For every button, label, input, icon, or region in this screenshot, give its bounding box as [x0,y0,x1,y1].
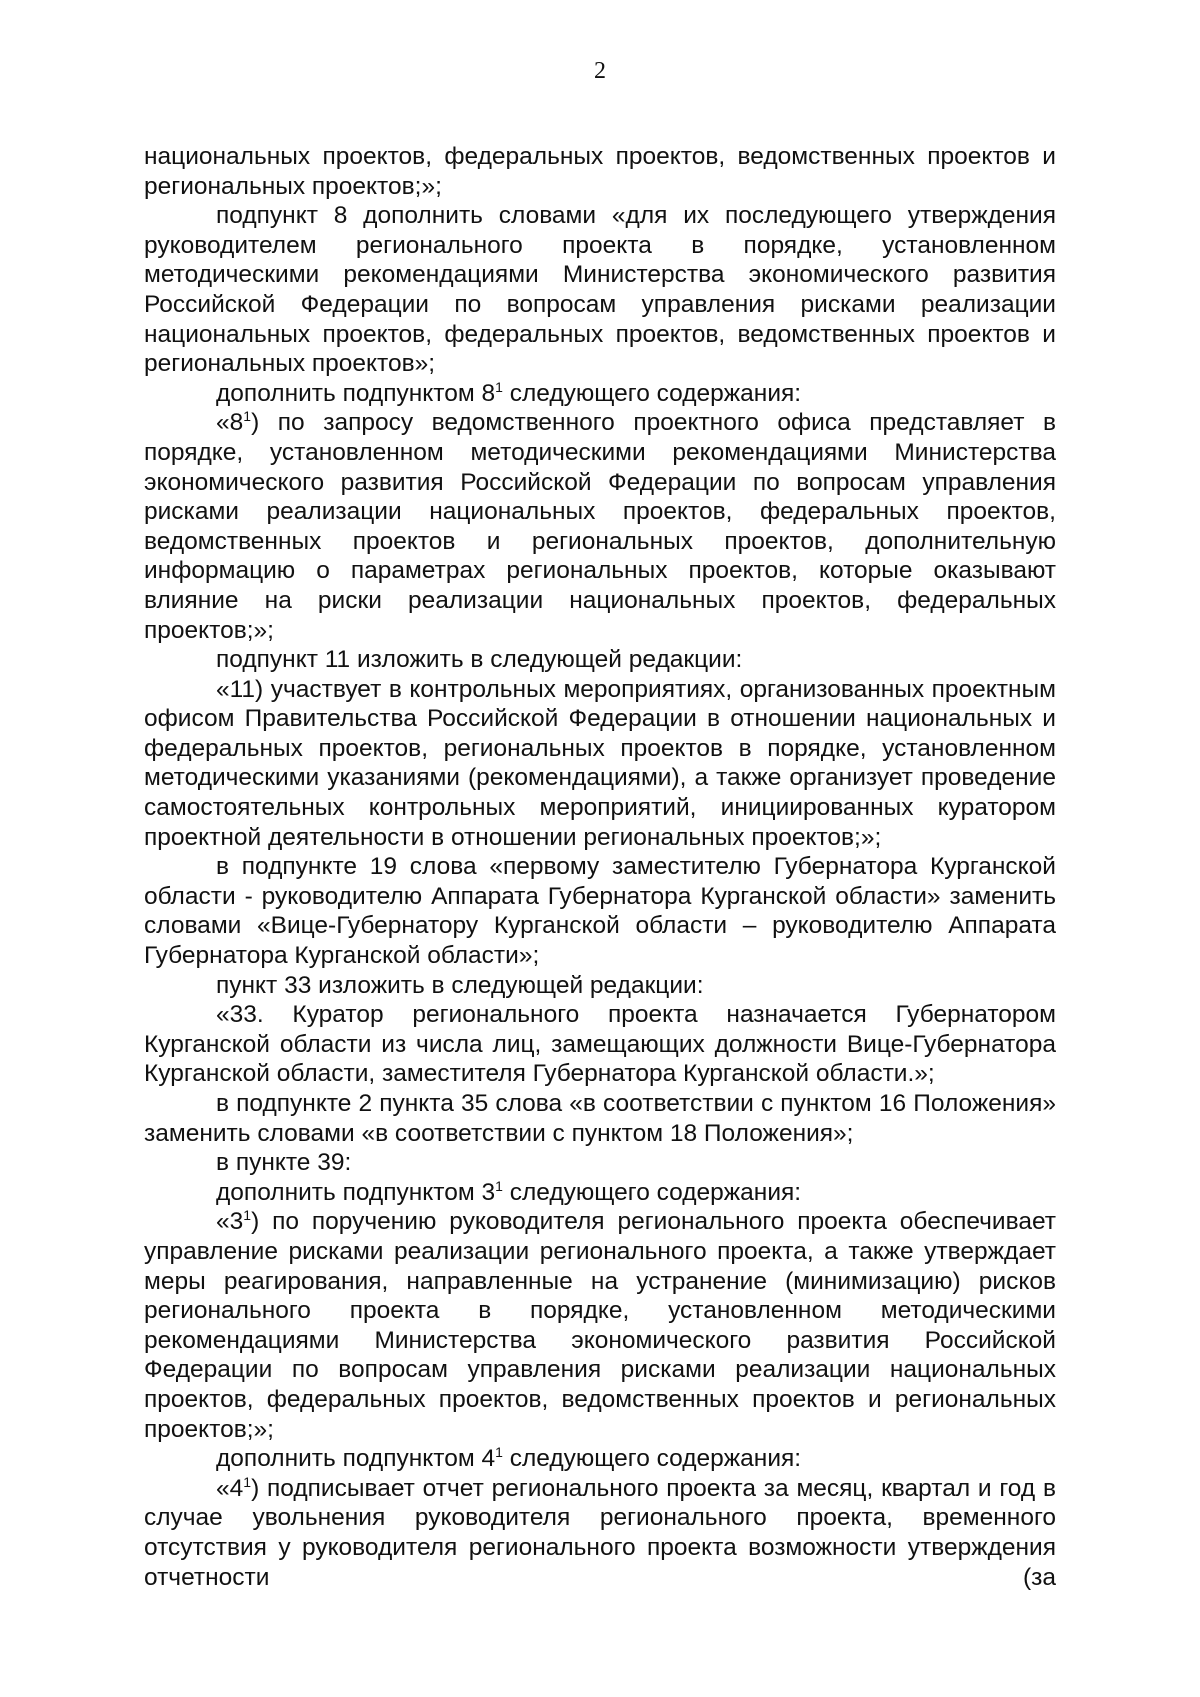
paragraph-12: дополнить подпунктом $3^1$ следующего содержания: [216,1177,802,1206]
paragraph-13: «$3^1$) по поручению руководителя регионального проекта обеспечивает управление рисками реализации регионального проекта, а также утверждает меры реагирования, направленные на устранение (минимизацию) рисков регионального проекта в порядке, установленном методическими рекомендациями Министерства экономического развития Российской Федерации по вопросам управления рисками реализации национальных проектов, федеральных проектов, ведомственных проектов и региональных проектов;»; [144,1207,1056,1443]
page-number: 2 [594,58,606,84]
paragraph-1: национальных проектов, федеральных проектов, ведомственных проектов и региональных проектов;»; [144,143,1056,200]
paragraph-14: дополнить подпунктом $4^1$ следующего содержания: [216,1444,802,1473]
paragraph-10: в подпункте 2 пункта 35 слова «в соответствии с пунктом 16 Положения» заменить словами «в соответствии с пунктом 18 Положения»; [144,1090,1056,1147]
paragraph-9: «33. Куратор регионального проекта назначается Губернатором Курганской области из числа лиц, замещающих должности Вице-Губернатора Курганской области, заместителя Губернатора Курганской области.»; [144,1001,1056,1088]
paragraph-3: дополнить подпунктом $8^1$ следующего содержания: [216,378,802,407]
paragraph-6: «11) участвует в контрольных мероприятиях, организованных проектным офисом Правительства Российской Федерации в отношении национальных и федеральных проектов, региональных проектов в порядке, установленном методическими указаниями (рекомендациями), а также организует проведение самостоятельных контрольных мероприятий, инициированных куратором проектной деятельности в отношении региональных проектов;»; [144,675,1056,851]
paragraph-15: «$4^1$) подписывает отчет регионального проекта за месяц, квартал и год в случае увольнения руководителя регионального проекта, временного отсутствия у руководителя регионального проекта возможности утверждения отчетности (за [144,1473,1056,1591]
paragraph-7: в подпункте 19 слова «первому заместителю Губернатора Курганской области - руководителю Аппарата Губернатора Курганской области» заменить словами «Вице-Губернатору Курганской области – руководителю Аппарата Губернатора Курганской области»; [144,853,1056,970]
paragraph-5: подпункт 11 изложить в следующей редакции: [216,646,743,674]
document-body [144,142,1056,1592]
paragraph-2: подпункт 8 дополнить словами «для их последующего утверждения руководителем регионального проекта в порядке, установленном методическими рекомендациями Министерства экономического развития Российской Федерации по вопросам управления рисками реализации национальных проектов, федеральных проектов, ведомственных проектов и региональных проектов»; [144,202,1056,378]
paragraph-8: пункт 33 изложить в следующей редакции: [216,971,704,999]
paragraph-4: «$8^1$) по запросу ведомственного проектного офиса представляет в порядке, установленном методическими рекомендациями Министерства экономического развития Российской Федерации по вопросам управления рисками реализации национальных проектов, федеральных проектов, ведомственных проектов и региональных проектов, дополнительную информацию о параметрах региональных проектов, которые оказывают влияние на риски реализации национальных проектов, федеральных проектов;»; [144,408,1056,644]
paragraph-11: в пункте 39: [216,1149,352,1177]
